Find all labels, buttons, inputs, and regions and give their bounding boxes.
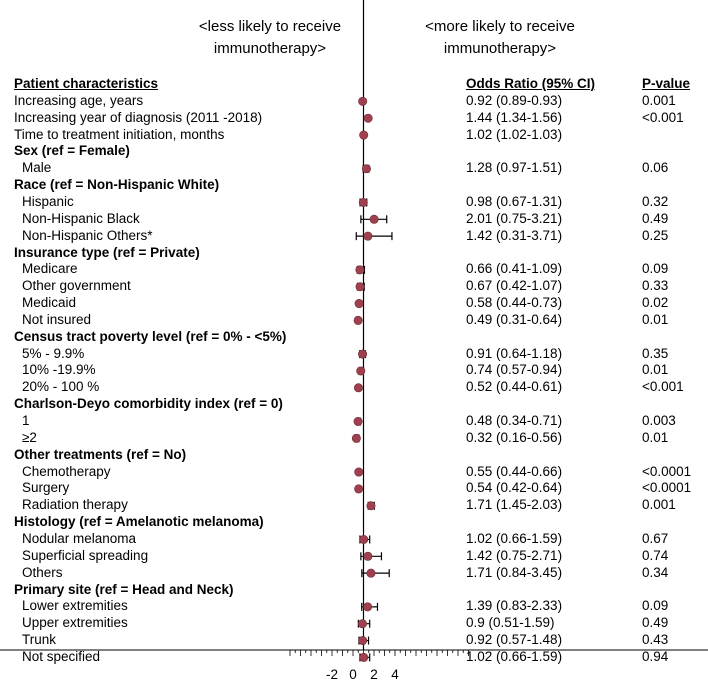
row-label: 5% - 9.9%: [22, 345, 85, 361]
odds-ratio-point: [360, 131, 368, 139]
odds-ratio-cell: 0.55 (0.44-0.66): [466, 463, 563, 479]
odds-ratio-cell: 1.28 (0.97-1.51): [466, 160, 563, 176]
odds-ratio-point: [356, 283, 364, 291]
odds-ratio-cell: 0.52 (0.44-0.61): [466, 379, 563, 395]
row-label: Others: [22, 564, 63, 580]
row-label: Non-Hispanic Black: [22, 210, 140, 226]
column-header-p-value: P-value: [642, 76, 691, 91]
p-value-cell: 0.49: [642, 615, 669, 631]
p-value-cell: 0.35: [642, 345, 669, 361]
odds-ratio-point: [362, 165, 370, 173]
p-value-cell: 0.94: [642, 648, 669, 664]
odds-ratio-cell: 0.92 (0.89-0.93): [466, 92, 563, 108]
odds-ratio-point: [367, 502, 375, 510]
p-value-cell: 0.49: [642, 210, 669, 226]
row-label: Medicaid: [22, 295, 77, 311]
p-value-cell: 0.09: [642, 261, 669, 277]
row-label: Increasing year of diagnosis (2011 -2018): [14, 109, 263, 125]
odds-ratio-point: [360, 653, 368, 661]
odds-ratio-cell: 0.66 (0.41-1.09): [466, 261, 563, 277]
p-value-cell: <0.001: [642, 109, 684, 125]
p-value-cell: 0.09: [642, 598, 669, 614]
p-value-cell: 0.02: [642, 295, 669, 311]
row-label: Radiation therapy: [22, 497, 128, 513]
section-label: Race (ref = Non-Hispanic White): [14, 177, 220, 193]
odds-ratio-cell: 0.32 (0.16-0.56): [466, 429, 563, 445]
row-label: Not specified: [22, 648, 101, 664]
p-value-cell: 0.01: [642, 362, 669, 378]
section-label: Insurance type (ref = Private): [14, 244, 200, 260]
odds-ratio-cell: 0.9 (0.51-1.59): [466, 615, 555, 631]
row-label: Lower extremities: [22, 598, 128, 614]
p-value-cell: 0.43: [642, 632, 669, 648]
p-value-cell: 0.003: [642, 413, 676, 428]
odds-ratio-cell: 1.02 (1.02-1.03): [466, 126, 563, 142]
x-tick-label: 4: [391, 667, 399, 682]
row-label: 1: [22, 413, 30, 428]
row-label: Time to treatment initiation, months: [14, 126, 225, 142]
row-label: Medicare: [22, 261, 78, 277]
odds-ratio-point: [354, 384, 362, 392]
odds-ratio-point: [364, 114, 372, 122]
section-label: Histology (ref = Amelanotic melanoma): [14, 514, 264, 530]
odds-ratio-point: [355, 468, 363, 476]
p-value-cell: 0.01: [642, 311, 669, 327]
row-label: Surgery: [22, 480, 70, 496]
row-label: Hispanic: [22, 193, 74, 209]
x-tick-label: 0: [349, 667, 357, 682]
odds-ratio-cell: 1.02 (0.66-1.59): [466, 530, 563, 546]
p-value-cell: 0.001: [642, 497, 676, 513]
p-value-cell: 0.06: [642, 160, 669, 176]
odds-ratio-cell: 1.02 (0.66-1.59): [466, 648, 563, 664]
odds-ratio-point: [352, 434, 360, 442]
p-value-cell: 0.74: [642, 547, 669, 563]
section-label: Other treatments (ref = No): [14, 446, 187, 462]
p-value-cell: 0.25: [642, 227, 669, 243]
column-header-odds-ratio: Odds Ratio (95% CI): [466, 76, 596, 91]
odds-ratio-cell: 0.67 (0.42-1.07): [466, 278, 563, 294]
row-label: Trunk: [22, 632, 57, 648]
row-label: 20% - 100 %: [22, 379, 100, 395]
row-label: Nodular melanoma: [22, 530, 137, 546]
odds-ratio-cell: 0.49 (0.31-0.64): [466, 311, 563, 327]
row-label: Upper extremities: [22, 615, 128, 631]
section-label: Charlson-Deyo comorbidity index (ref = 0): [14, 396, 283, 412]
odds-ratio-cell: 0.48 (0.34-0.71): [466, 413, 563, 428]
less-likely-header: <less likely to receive immunotherapy>: [198, 18, 342, 57]
p-value-cell: 0.67: [642, 530, 669, 546]
section-label: Census tract poverty level (ref = 0% - <5%): [14, 328, 287, 344]
x-tick-label: 2: [370, 667, 378, 682]
section-label: Sex (ref = Female): [14, 143, 130, 159]
p-value-cell: 0.34: [642, 564, 669, 580]
odds-ratio-point: [370, 215, 378, 223]
row-label: Non-Hispanic Others*: [22, 227, 153, 243]
odds-ratio-point: [358, 636, 366, 644]
odds-ratio-point: [360, 535, 368, 543]
odds-ratio-point: [364, 232, 372, 240]
row-label: Increasing age, years: [14, 92, 144, 108]
row-label: Male: [22, 160, 52, 176]
row-label: ≥2: [22, 429, 37, 445]
odds-ratio-point: [354, 485, 362, 493]
p-value-cell: <0.0001: [642, 480, 692, 496]
row-label: Not insured: [22, 311, 92, 327]
odds-ratio-point: [357, 367, 365, 375]
odds-ratio-cell: 0.92 (0.57-1.48): [466, 632, 563, 648]
odds-ratio-cell: 0.91 (0.64-1.18): [466, 345, 563, 361]
odds-ratio-cell: 0.74 (0.57-0.94): [466, 362, 563, 378]
odds-ratio-point: [358, 350, 366, 358]
odds-ratio-point: [358, 97, 366, 105]
p-value-cell: 0.01: [642, 429, 669, 445]
odds-ratio-point: [354, 417, 362, 425]
odds-ratio-point: [358, 620, 366, 628]
odds-ratio-point: [354, 316, 362, 324]
p-value-cell: 0.32: [642, 193, 669, 209]
odds-ratio-point: [356, 266, 364, 274]
p-value-cell: 0.001: [642, 92, 676, 108]
section-label: Primary site (ref = Head and Neck): [14, 581, 234, 597]
p-value-cell: <0.001: [642, 379, 684, 395]
row-label: 10% -19.9%: [22, 362, 96, 378]
odds-ratio-cell: 2.01 (0.75-3.21): [466, 210, 563, 226]
odds-ratio-cell: 1.42 (0.75-2.71): [466, 547, 563, 563]
odds-ratio-point: [364, 552, 372, 560]
row-label: Superficial spreading: [22, 547, 149, 563]
odds-ratio-cell: 1.42 (0.31-3.71): [466, 227, 563, 243]
x-tick-label: -2: [325, 667, 339, 682]
p-value-cell: 0.33: [642, 278, 669, 294]
odds-ratio-point: [359, 198, 367, 206]
odds-ratio-point: [355, 299, 363, 307]
row-label: Other government: [22, 278, 131, 294]
more-likely-header: <more likely to receive immunotherapy>: [425, 18, 575, 57]
row-label: Chemotherapy: [22, 463, 111, 479]
odds-ratio-point: [367, 569, 375, 577]
odds-ratio-cell: 1.39 (0.83-2.33): [466, 598, 563, 614]
odds-ratio-point: [363, 603, 371, 611]
column-header-characteristics: Patient characteristics: [14, 76, 159, 91]
odds-ratio-cell: 1.71 (1.45-2.03): [466, 497, 563, 513]
p-value-cell: <0.0001: [642, 463, 692, 479]
odds-ratio-cell: 1.44 (1.34-1.56): [466, 109, 563, 125]
odds-ratio-cell: 0.54 (0.42-0.64): [466, 480, 563, 496]
odds-ratio-cell: 0.58 (0.44-0.73): [466, 295, 563, 311]
odds-ratio-cell: 0.98 (0.67-1.31): [466, 193, 563, 209]
odds-ratio-cell: 1.71 (0.84-3.45): [466, 564, 563, 580]
